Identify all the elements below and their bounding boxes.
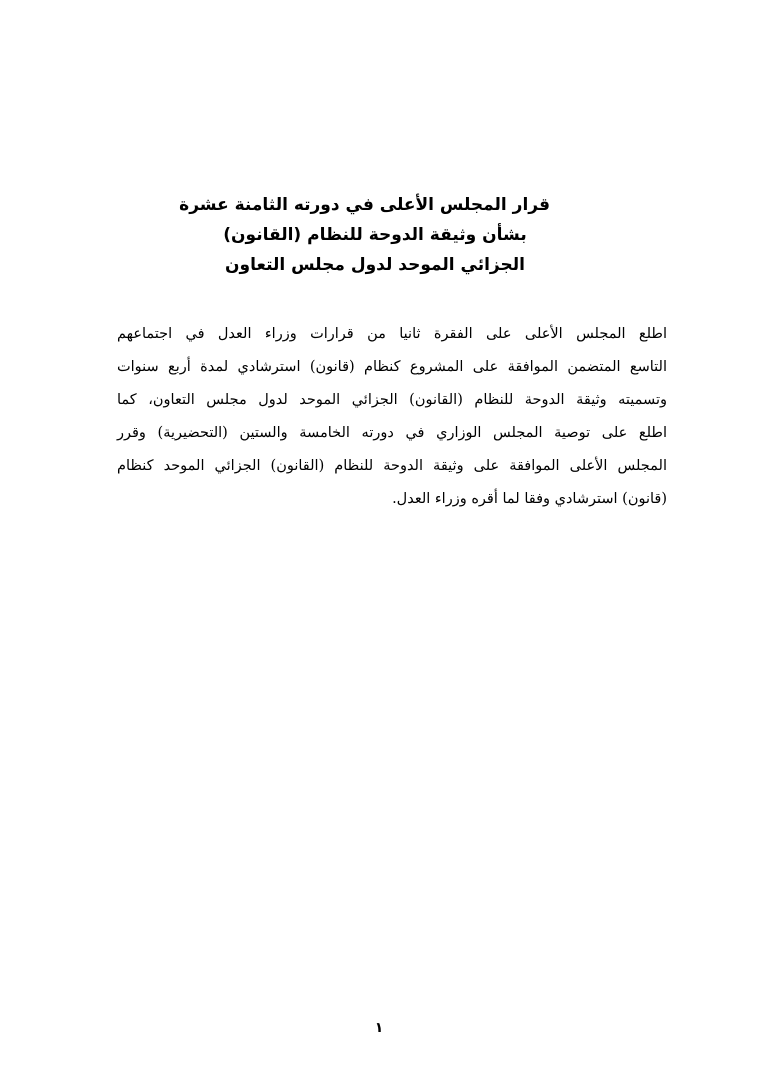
document-title [179,190,550,280]
body-line: اطلع على توصية المجلس الوزاري في دورته الخامسة والستين (التحضيرية) وقرر [117,425,667,441]
title-line: بشأن وثيقة الدوحة للنظام (القانون) [223,225,527,245]
page-number: ١ [374,1020,384,1036]
body-line: اطلع المجلس الأعلى على الفقرة ثانيا من قرارات وزراء العدل في اجتماعهم [117,326,667,342]
body-paragraph [117,318,667,516]
title-line: الجزائي الموحد لدول مجلس التعاون [225,255,525,275]
title-line: قرار المجلس الأعلى في دورته الثامنة عشرة [179,195,550,215]
body-line: وتسميته وثيقة الدوحة للنظام (القانون) الجزائي الموحد لدول مجلس التعاون، كما [117,392,667,408]
body-line: المجلس الأعلى الموافقة على وثيقة الدوحة للنظام (القانون) الجزائي الموحد كنظام [117,458,667,474]
body-line: التاسع المتضمن الموافقة على المشروع كنظام (قانون) استرشادي لمدة أربع سنوات [117,359,667,375]
body-line: (قانون) استرشادي وفقا لما أقره وزراء العدل. [392,491,667,507]
